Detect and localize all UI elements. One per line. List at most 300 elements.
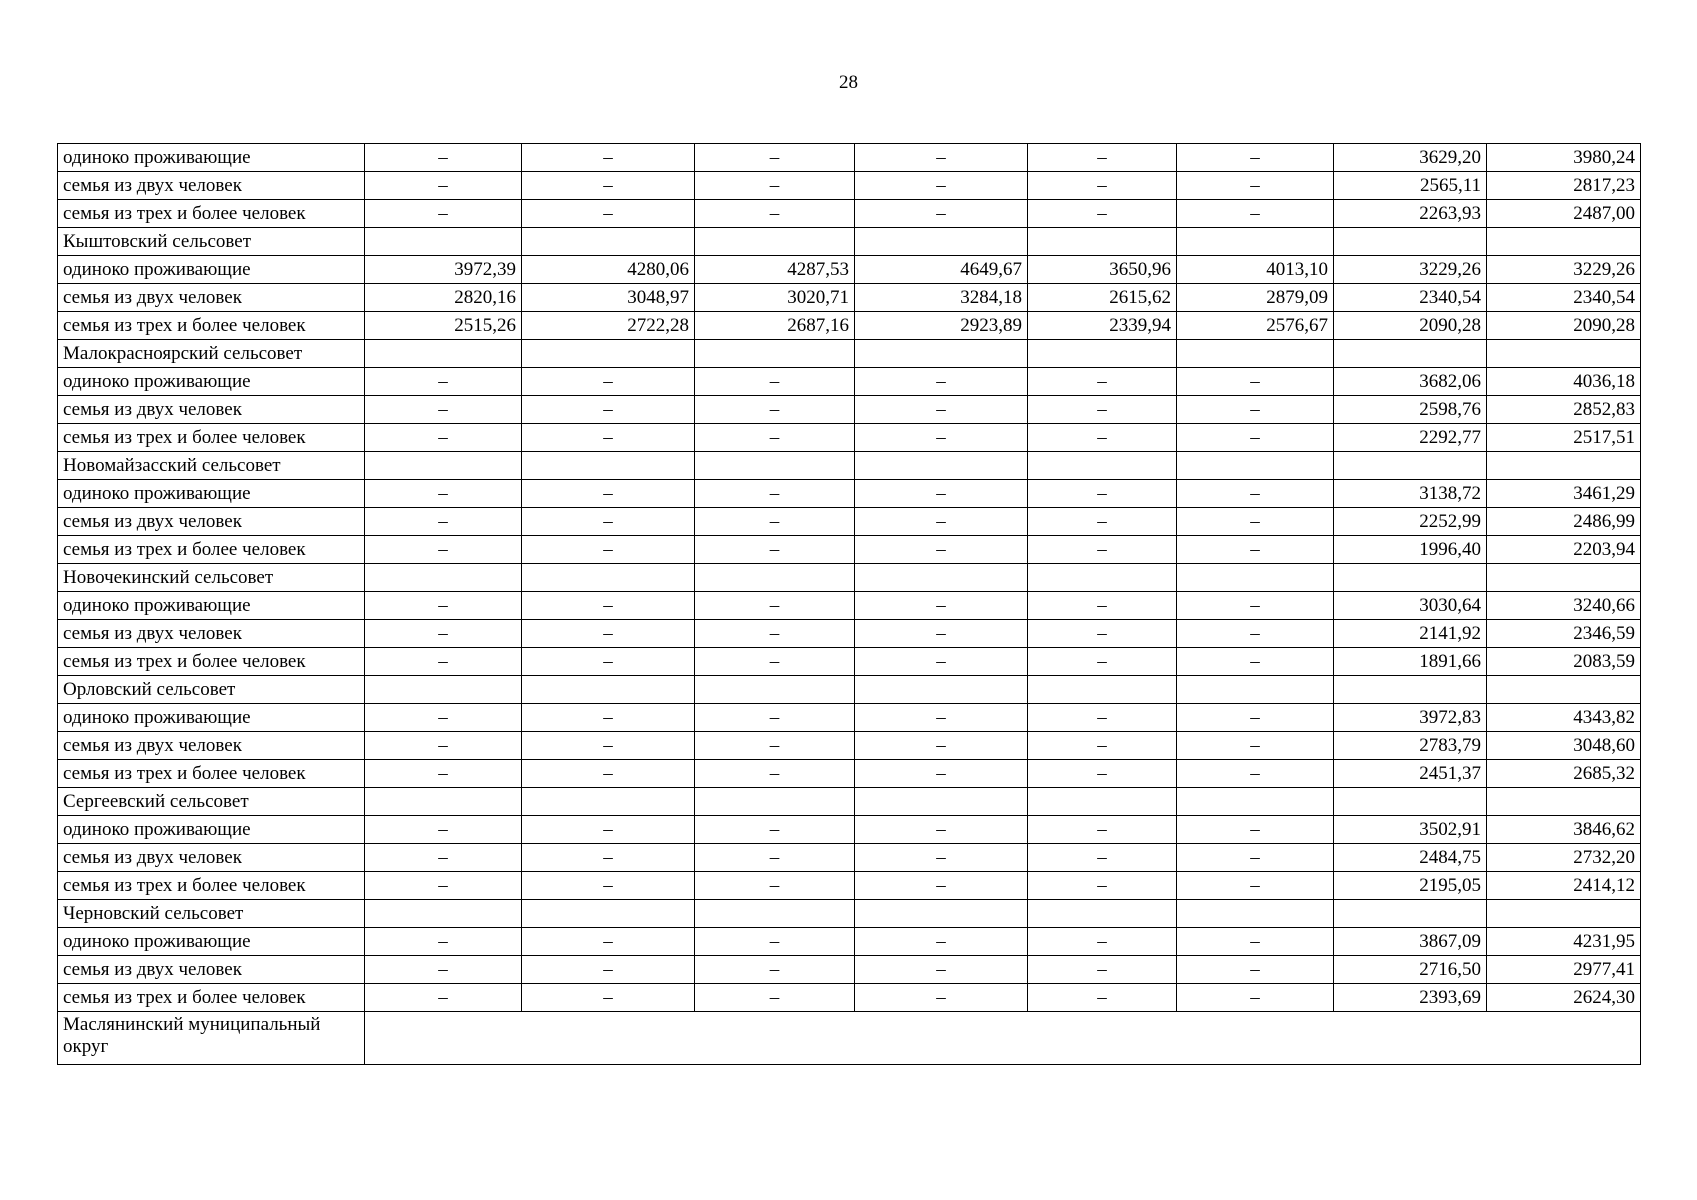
- table-cell: [365, 900, 522, 928]
- table-cell: 3972,83: [1334, 704, 1487, 732]
- table-row: [58, 816, 1641, 844]
- row-label: Кыштовский сельсовет: [58, 228, 365, 256]
- table-cell: 3629,20: [1334, 144, 1487, 172]
- table-cell: 2393,69: [1334, 984, 1487, 1012]
- table-cell: –: [1028, 648, 1177, 676]
- table-cell: –: [695, 592, 855, 620]
- table-cell: [1334, 676, 1487, 704]
- table-cell: –: [365, 872, 522, 900]
- table-cell: 4280,06: [522, 256, 695, 284]
- table-row: [58, 872, 1641, 900]
- table-cell: [1487, 340, 1641, 368]
- table-cell: –: [855, 424, 1028, 452]
- table-cell: –: [695, 816, 855, 844]
- table-cell: 2615,62: [1028, 284, 1177, 312]
- table-cell: 2722,28: [522, 312, 695, 340]
- table-cell: –: [1028, 928, 1177, 956]
- table-cell: [855, 340, 1028, 368]
- table-cell: 3980,24: [1487, 144, 1641, 172]
- table-cell: –: [855, 592, 1028, 620]
- table-cell: [1028, 900, 1177, 928]
- row-label: семья из трех и более человек: [58, 872, 365, 900]
- table-cell: –: [522, 816, 695, 844]
- table-cell: –: [695, 956, 855, 984]
- row-label: одиноко проживающие: [58, 704, 365, 732]
- table-row: [58, 424, 1641, 452]
- table-cell: [695, 452, 855, 480]
- row-label: семья из двух человек: [58, 172, 365, 200]
- table-cell: –: [365, 368, 522, 396]
- table-cell: [1177, 228, 1334, 256]
- table-cell: [1487, 788, 1641, 816]
- table-cell: –: [855, 368, 1028, 396]
- table-cell: –: [365, 760, 522, 788]
- table-row: [58, 732, 1641, 760]
- table-cell: –: [855, 172, 1028, 200]
- table-cell: 2624,30: [1487, 984, 1641, 1012]
- table-row: [58, 368, 1641, 396]
- table-cell: –: [695, 872, 855, 900]
- table-cell: –: [695, 844, 855, 872]
- table-row: [58, 648, 1641, 676]
- table-cell: –: [1177, 704, 1334, 732]
- table-cell: 2339,94: [1028, 312, 1177, 340]
- row-label: семья из трех и более человек: [58, 424, 365, 452]
- table-row: [58, 900, 1641, 928]
- table-cell: 2414,12: [1487, 872, 1641, 900]
- table-cell: –: [1028, 368, 1177, 396]
- table-cell: –: [695, 144, 855, 172]
- row-label: одиноко проживающие: [58, 368, 365, 396]
- table-cell: 2340,54: [1487, 284, 1641, 312]
- table-cell: [365, 676, 522, 704]
- table-cell: [855, 788, 1028, 816]
- table-row: [58, 928, 1641, 956]
- table-cell: 1996,40: [1334, 536, 1487, 564]
- table-cell: –: [522, 592, 695, 620]
- data-table: [57, 143, 1641, 1065]
- table-row: [58, 312, 1641, 340]
- table-cell: 3682,06: [1334, 368, 1487, 396]
- row-label: одиноко проживающие: [58, 480, 365, 508]
- table-cell: –: [365, 172, 522, 200]
- row-label: Орловский сельсовет: [58, 676, 365, 704]
- table-cell: –: [855, 956, 1028, 984]
- table-cell: –: [1028, 844, 1177, 872]
- table-cell: –: [1028, 592, 1177, 620]
- table-cell: –: [365, 480, 522, 508]
- table-row: [58, 620, 1641, 648]
- row-label: одиноко проживающие: [58, 592, 365, 620]
- table-cell: –: [855, 816, 1028, 844]
- table-cell: 2090,28: [1334, 312, 1487, 340]
- table-cell: 4036,18: [1487, 368, 1641, 396]
- table-cell: –: [1177, 956, 1334, 984]
- table-cell: 2732,20: [1487, 844, 1641, 872]
- table-cell: [855, 452, 1028, 480]
- row-label: Новочекинский сельсовет: [58, 564, 365, 592]
- table-cell: 2090,28: [1487, 312, 1641, 340]
- table-cell: [1028, 788, 1177, 816]
- page-number: 28: [839, 72, 858, 93]
- table-cell: 4343,82: [1487, 704, 1641, 732]
- table-cell: 2515,26: [365, 312, 522, 340]
- table-cell: 2487,00: [1487, 200, 1641, 228]
- table-cell: –: [695, 508, 855, 536]
- row-label: Сергеевский сельсовет: [58, 788, 365, 816]
- table-cell: [855, 228, 1028, 256]
- table-cell: [855, 900, 1028, 928]
- row-label: семья из двух человек: [58, 844, 365, 872]
- table-cell: –: [365, 144, 522, 172]
- table-cell: –: [522, 844, 695, 872]
- table-row: [58, 144, 1641, 172]
- table-cell: –: [1177, 872, 1334, 900]
- table-cell: –: [695, 368, 855, 396]
- table-cell: –: [522, 956, 695, 984]
- table-cell: –: [1177, 172, 1334, 200]
- table-cell: 2820,16: [365, 284, 522, 312]
- table-cell: 2252,99: [1334, 508, 1487, 536]
- table-cell: 3972,39: [365, 256, 522, 284]
- table-cell: 3502,91: [1334, 816, 1487, 844]
- table-row: [58, 676, 1641, 704]
- row-label: семья из двух человек: [58, 396, 365, 424]
- table-cell: –: [365, 984, 522, 1012]
- table-cell: 2292,77: [1334, 424, 1487, 452]
- table-cell: 3030,64: [1334, 592, 1487, 620]
- table-row: [58, 200, 1641, 228]
- table-cell: [365, 340, 522, 368]
- row-label: семья из двух человек: [58, 732, 365, 760]
- table-cell: –: [855, 704, 1028, 732]
- table-cell: 3229,26: [1487, 256, 1641, 284]
- table-row: [58, 284, 1641, 312]
- table-cell: –: [522, 480, 695, 508]
- table-row: [58, 452, 1641, 480]
- table-cell: [1177, 676, 1334, 704]
- table-cell: –: [1028, 732, 1177, 760]
- table-cell: [855, 564, 1028, 592]
- table-cell: –: [1028, 508, 1177, 536]
- table-cell: [1177, 452, 1334, 480]
- table-cell: –: [1177, 536, 1334, 564]
- table-cell: –: [365, 424, 522, 452]
- row-label: Новомайзасский сельсовет: [58, 452, 365, 480]
- table-cell: –: [855, 928, 1028, 956]
- row-label: семья из трех и более человек: [58, 648, 365, 676]
- table-cell: –: [1177, 396, 1334, 424]
- table-cell: 3229,26: [1334, 256, 1487, 284]
- table-cell: –: [1028, 536, 1177, 564]
- table-cell: 2576,67: [1177, 312, 1334, 340]
- table-cell: –: [1028, 956, 1177, 984]
- table-cell: –: [365, 704, 522, 732]
- table-cell: 2203,94: [1487, 536, 1641, 564]
- table-cell: –: [365, 200, 522, 228]
- table-cell: 2598,76: [1334, 396, 1487, 424]
- table-cell: [1334, 452, 1487, 480]
- table-cell: [365, 788, 522, 816]
- table-cell: 2141,92: [1334, 620, 1487, 648]
- table-cell: –: [695, 704, 855, 732]
- table-cell: [1487, 452, 1641, 480]
- table-cell: –: [855, 872, 1028, 900]
- table-cell: [1028, 340, 1177, 368]
- table-cell: [695, 340, 855, 368]
- table-cell: –: [522, 704, 695, 732]
- table-cell: –: [855, 844, 1028, 872]
- row-label: Малокрасноярский сельсовет: [58, 340, 365, 368]
- table-cell: –: [855, 144, 1028, 172]
- table-cell: –: [695, 424, 855, 452]
- table-cell: –: [855, 508, 1028, 536]
- table-cell: –: [1177, 844, 1334, 872]
- table-cell: –: [522, 368, 695, 396]
- table-cell: [1334, 900, 1487, 928]
- table-row: [58, 228, 1641, 256]
- table-cell: –: [1177, 760, 1334, 788]
- table-cell: 3284,18: [855, 284, 1028, 312]
- table-row: [58, 844, 1641, 872]
- table-cell: –: [855, 620, 1028, 648]
- table-cell: [1334, 340, 1487, 368]
- table-cell: 2517,51: [1487, 424, 1641, 452]
- table-cell: [1334, 788, 1487, 816]
- row-label: семья из трех и более человек: [58, 200, 365, 228]
- table-cell: –: [522, 144, 695, 172]
- table-cell: 4013,10: [1177, 256, 1334, 284]
- row-label: семья из трех и более человек: [58, 312, 365, 340]
- table-cell: 2685,32: [1487, 760, 1641, 788]
- row-label: семья из двух человек: [58, 956, 365, 984]
- table-row: [58, 984, 1641, 1012]
- table-cell: –: [695, 928, 855, 956]
- table-cell: [522, 900, 695, 928]
- table-cell: –: [1177, 732, 1334, 760]
- row-label: одиноко проживающие: [58, 144, 365, 172]
- table-cell: –: [855, 760, 1028, 788]
- table-cell: [1334, 228, 1487, 256]
- table-cell: –: [1028, 620, 1177, 648]
- table-cell: –: [1028, 172, 1177, 200]
- table-cell: –: [365, 396, 522, 424]
- table-row: [58, 396, 1641, 424]
- table-cell: 2195,05: [1334, 872, 1487, 900]
- table-cell: –: [695, 732, 855, 760]
- row-label: Маслянинский муниципальный округ: [58, 1012, 365, 1065]
- table-cell: 2486,99: [1487, 508, 1641, 536]
- table-cell: –: [695, 620, 855, 648]
- table-cell: [365, 564, 522, 592]
- row-label: семья из трех и более человек: [58, 536, 365, 564]
- table-cell: –: [695, 172, 855, 200]
- table-cell: –: [1028, 200, 1177, 228]
- table-cell: –: [855, 536, 1028, 564]
- table-cell: 2817,23: [1487, 172, 1641, 200]
- table-cell: 2451,37: [1334, 760, 1487, 788]
- table-cell: 2879,09: [1177, 284, 1334, 312]
- table-cell: –: [695, 984, 855, 1012]
- table-cell: 3048,97: [522, 284, 695, 312]
- table-cell: –: [1177, 648, 1334, 676]
- table-row: [58, 592, 1641, 620]
- table-cell: –: [522, 620, 695, 648]
- table-cell: [522, 340, 695, 368]
- table-row: [58, 340, 1641, 368]
- row-label: одиноко проживающие: [58, 928, 365, 956]
- table-cell: 2484,75: [1334, 844, 1487, 872]
- table-cell: [695, 228, 855, 256]
- table-cell: [1334, 564, 1487, 592]
- table-cell: –: [365, 620, 522, 648]
- table-cell: 2923,89: [855, 312, 1028, 340]
- table-row: [58, 536, 1641, 564]
- table-cell: 3240,66: [1487, 592, 1641, 620]
- table-cell: –: [695, 536, 855, 564]
- table-cell: [1487, 900, 1641, 928]
- table-cell: –: [1177, 816, 1334, 844]
- table-row: [58, 956, 1641, 984]
- table-cell: –: [1177, 928, 1334, 956]
- table-cell: –: [855, 732, 1028, 760]
- table-cell: –: [365, 956, 522, 984]
- row-label: одиноко проживающие: [58, 256, 365, 284]
- table-cell: –: [365, 816, 522, 844]
- table-cell: –: [1177, 620, 1334, 648]
- table-cell: –: [522, 172, 695, 200]
- table-cell: –: [1177, 144, 1334, 172]
- table-cell: 4649,67: [855, 256, 1028, 284]
- row-label: семья из двух человек: [58, 284, 365, 312]
- table-cell: –: [1177, 984, 1334, 1012]
- table-cell: –: [1177, 508, 1334, 536]
- table-row: [58, 256, 1641, 284]
- table-cell: –: [695, 760, 855, 788]
- row-label: семья из трех и более человек: [58, 760, 365, 788]
- table-cell: –: [522, 648, 695, 676]
- table-cell: –: [1028, 396, 1177, 424]
- table-cell: –: [1028, 816, 1177, 844]
- table-cell: –: [855, 480, 1028, 508]
- table-cell: –: [522, 200, 695, 228]
- table-cell: [1177, 788, 1334, 816]
- table-row: [58, 1012, 1641, 1065]
- table-cell: –: [522, 396, 695, 424]
- table-cell: –: [365, 844, 522, 872]
- table-cell: [522, 564, 695, 592]
- table-cell: 3461,29: [1487, 480, 1641, 508]
- table-row: [58, 760, 1641, 788]
- table-cell: –: [522, 760, 695, 788]
- table-cell: –: [522, 872, 695, 900]
- table-cell: –: [695, 200, 855, 228]
- table-cell: [1028, 564, 1177, 592]
- table-cell: –: [855, 200, 1028, 228]
- table-cell: 3846,62: [1487, 816, 1641, 844]
- table-cell: [1177, 340, 1334, 368]
- table-cell: –: [855, 396, 1028, 424]
- table-cell: –: [855, 648, 1028, 676]
- table-cell: –: [695, 480, 855, 508]
- table-cell: –: [1028, 424, 1177, 452]
- table-cell: [522, 452, 695, 480]
- table-cell: –: [1177, 368, 1334, 396]
- table-cell: –: [1028, 144, 1177, 172]
- table-cell: 2977,41: [1487, 956, 1641, 984]
- table-cell: –: [365, 648, 522, 676]
- table-cell: [855, 676, 1028, 704]
- table-cell: –: [1028, 872, 1177, 900]
- table-cell: –: [522, 732, 695, 760]
- table-cell: [522, 228, 695, 256]
- table-cell: –: [1028, 480, 1177, 508]
- table-cell: [365, 228, 522, 256]
- table-cell: –: [365, 592, 522, 620]
- table-cell: –: [522, 984, 695, 1012]
- table-cell: [1487, 676, 1641, 704]
- table-cell: 2687,16: [695, 312, 855, 340]
- table-row: [58, 564, 1641, 592]
- table-cell: 2716,50: [1334, 956, 1487, 984]
- table-cell: 2263,93: [1334, 200, 1487, 228]
- table-cell: –: [365, 536, 522, 564]
- table-cell: [1487, 228, 1641, 256]
- table-cell: –: [1177, 424, 1334, 452]
- table-cell: 2340,54: [1334, 284, 1487, 312]
- table-cell: 3020,71: [695, 284, 855, 312]
- table-cell: –: [522, 424, 695, 452]
- merged-empty-cell: [365, 1012, 1641, 1065]
- table-cell: –: [365, 508, 522, 536]
- table-cell: 4231,95: [1487, 928, 1641, 956]
- table-cell: –: [365, 732, 522, 760]
- table-cell: 2083,59: [1487, 648, 1641, 676]
- table-row: [58, 508, 1641, 536]
- table-cell: –: [1028, 704, 1177, 732]
- table-cell: 2852,83: [1487, 396, 1641, 424]
- row-label: одиноко проживающие: [58, 816, 365, 844]
- table-cell: [1028, 228, 1177, 256]
- table-cell: –: [1028, 760, 1177, 788]
- table-cell: [1487, 564, 1641, 592]
- table-cell: [695, 900, 855, 928]
- table-cell: [522, 676, 695, 704]
- table-row: [58, 480, 1641, 508]
- table-cell: –: [522, 928, 695, 956]
- row-label: семья из трех и более человек: [58, 984, 365, 1012]
- table-cell: 3138,72: [1334, 480, 1487, 508]
- row-label: Черновский сельсовет: [58, 900, 365, 928]
- table-cell: 3650,96: [1028, 256, 1177, 284]
- table-cell: [1028, 676, 1177, 704]
- table-cell: [695, 676, 855, 704]
- table-cell: –: [855, 984, 1028, 1012]
- table-cell: [695, 788, 855, 816]
- row-label: семья из двух человек: [58, 508, 365, 536]
- table-cell: 4287,53: [695, 256, 855, 284]
- table-cell: –: [522, 508, 695, 536]
- table-cell: –: [695, 648, 855, 676]
- table-cell: 1891,66: [1334, 648, 1487, 676]
- table-cell: 3048,60: [1487, 732, 1641, 760]
- table-row: [58, 172, 1641, 200]
- table-cell: –: [1177, 200, 1334, 228]
- table-cell: 2346,59: [1487, 620, 1641, 648]
- row-label: семья из двух человек: [58, 620, 365, 648]
- table-cell: 2565,11: [1334, 172, 1487, 200]
- table-cell: [522, 788, 695, 816]
